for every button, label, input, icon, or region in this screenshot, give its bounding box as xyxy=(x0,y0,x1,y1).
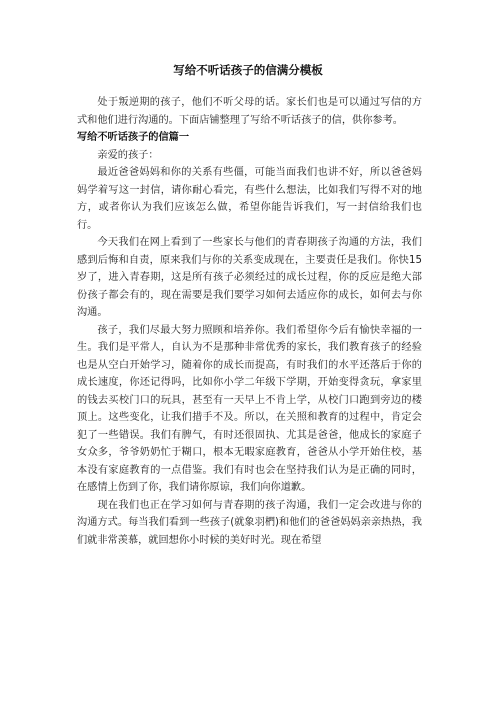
document-body xyxy=(77,94,422,549)
letter-paragraph-2: 今天我们在网上看到了一些家长与他们的青春期孩子沟通的方法，我们感到后悔和自责，原来我们与你的关系变成现在，主要责任是我们。你快15岁了，进入青春期，这是所有孩子必须经过的成长过程，你的反应是绝大部份孩子都会有的，现在需要是我们要学习如何去适应你的成长，如何去与你沟通。 xyxy=(77,237,422,318)
document-title: 写给不听话孩子的信满分模板 xyxy=(173,63,323,77)
section-heading: 写给不听话孩子的信篇一 xyxy=(77,132,190,143)
letter-paragraph-1: 最近爸爸妈妈和你的关系有些僵，可能当面我们也讲不好，所以爸爸妈妈学着写这一封信，请你耐心看完，有些什么想法，比如我们写得不对的地方，或者你认为我们应该怎么做，希望你能告诉我们，写一封信给我们也行。 xyxy=(77,167,422,231)
letter-paragraph-4: 现在我们也正在学习如何与青春期的孩子沟通，我们一定会改进与你的沟通方式。每当我们看到一些孩子(就象羽椚)和他们的爸爸妈妈亲亲热热，我们就非常羡慕，就回想你小时候的美好时光。现在希望 xyxy=(77,499,422,546)
letter-salutation: 亲爱的孩子： xyxy=(97,149,159,161)
intro-paragraph: 处于叛逆期的孩子，他们不听父母的话。家长们也是可以通过写信的方式和他们进行沟通的。下面店铺整理了写给不听话孩子的信，供你参考。 xyxy=(77,97,422,126)
letter-paragraph-3: 孩子，我们尽最大努力照顾和培养你。我们希望你今后有愉快幸福的一生。我们是平常人，自认为不是那种非常优秀的家长，我们教育孩子的经验也是从空白开始学习，随着你的成长而提高，有时我们的水平还落后于你的成长速度，你还记得吗，比如你小学二年级下学期，开始变得贪玩，拿家里的钱去买校门口的玩具，甚至有一天早上不肯上学，从校门口跑到旁边的楼顶上。这些变化，让我们措手不及。所以，在关照和教育的过程中，肯定会犯了一些错误。我们有脾气，有时还很固执、尤其是爸爸，他成长的家庭子女众多，爷爷奶奶忙于糊口，根本无暇家庭教育，爸爸从小学开始住校，基本没有家庭教育的一点借鉴。我们有时也会在坚持我们认为是正确的同时，在感情上伤到了你，我们请你原谅，我们向你道歉。 xyxy=(77,324,422,493)
